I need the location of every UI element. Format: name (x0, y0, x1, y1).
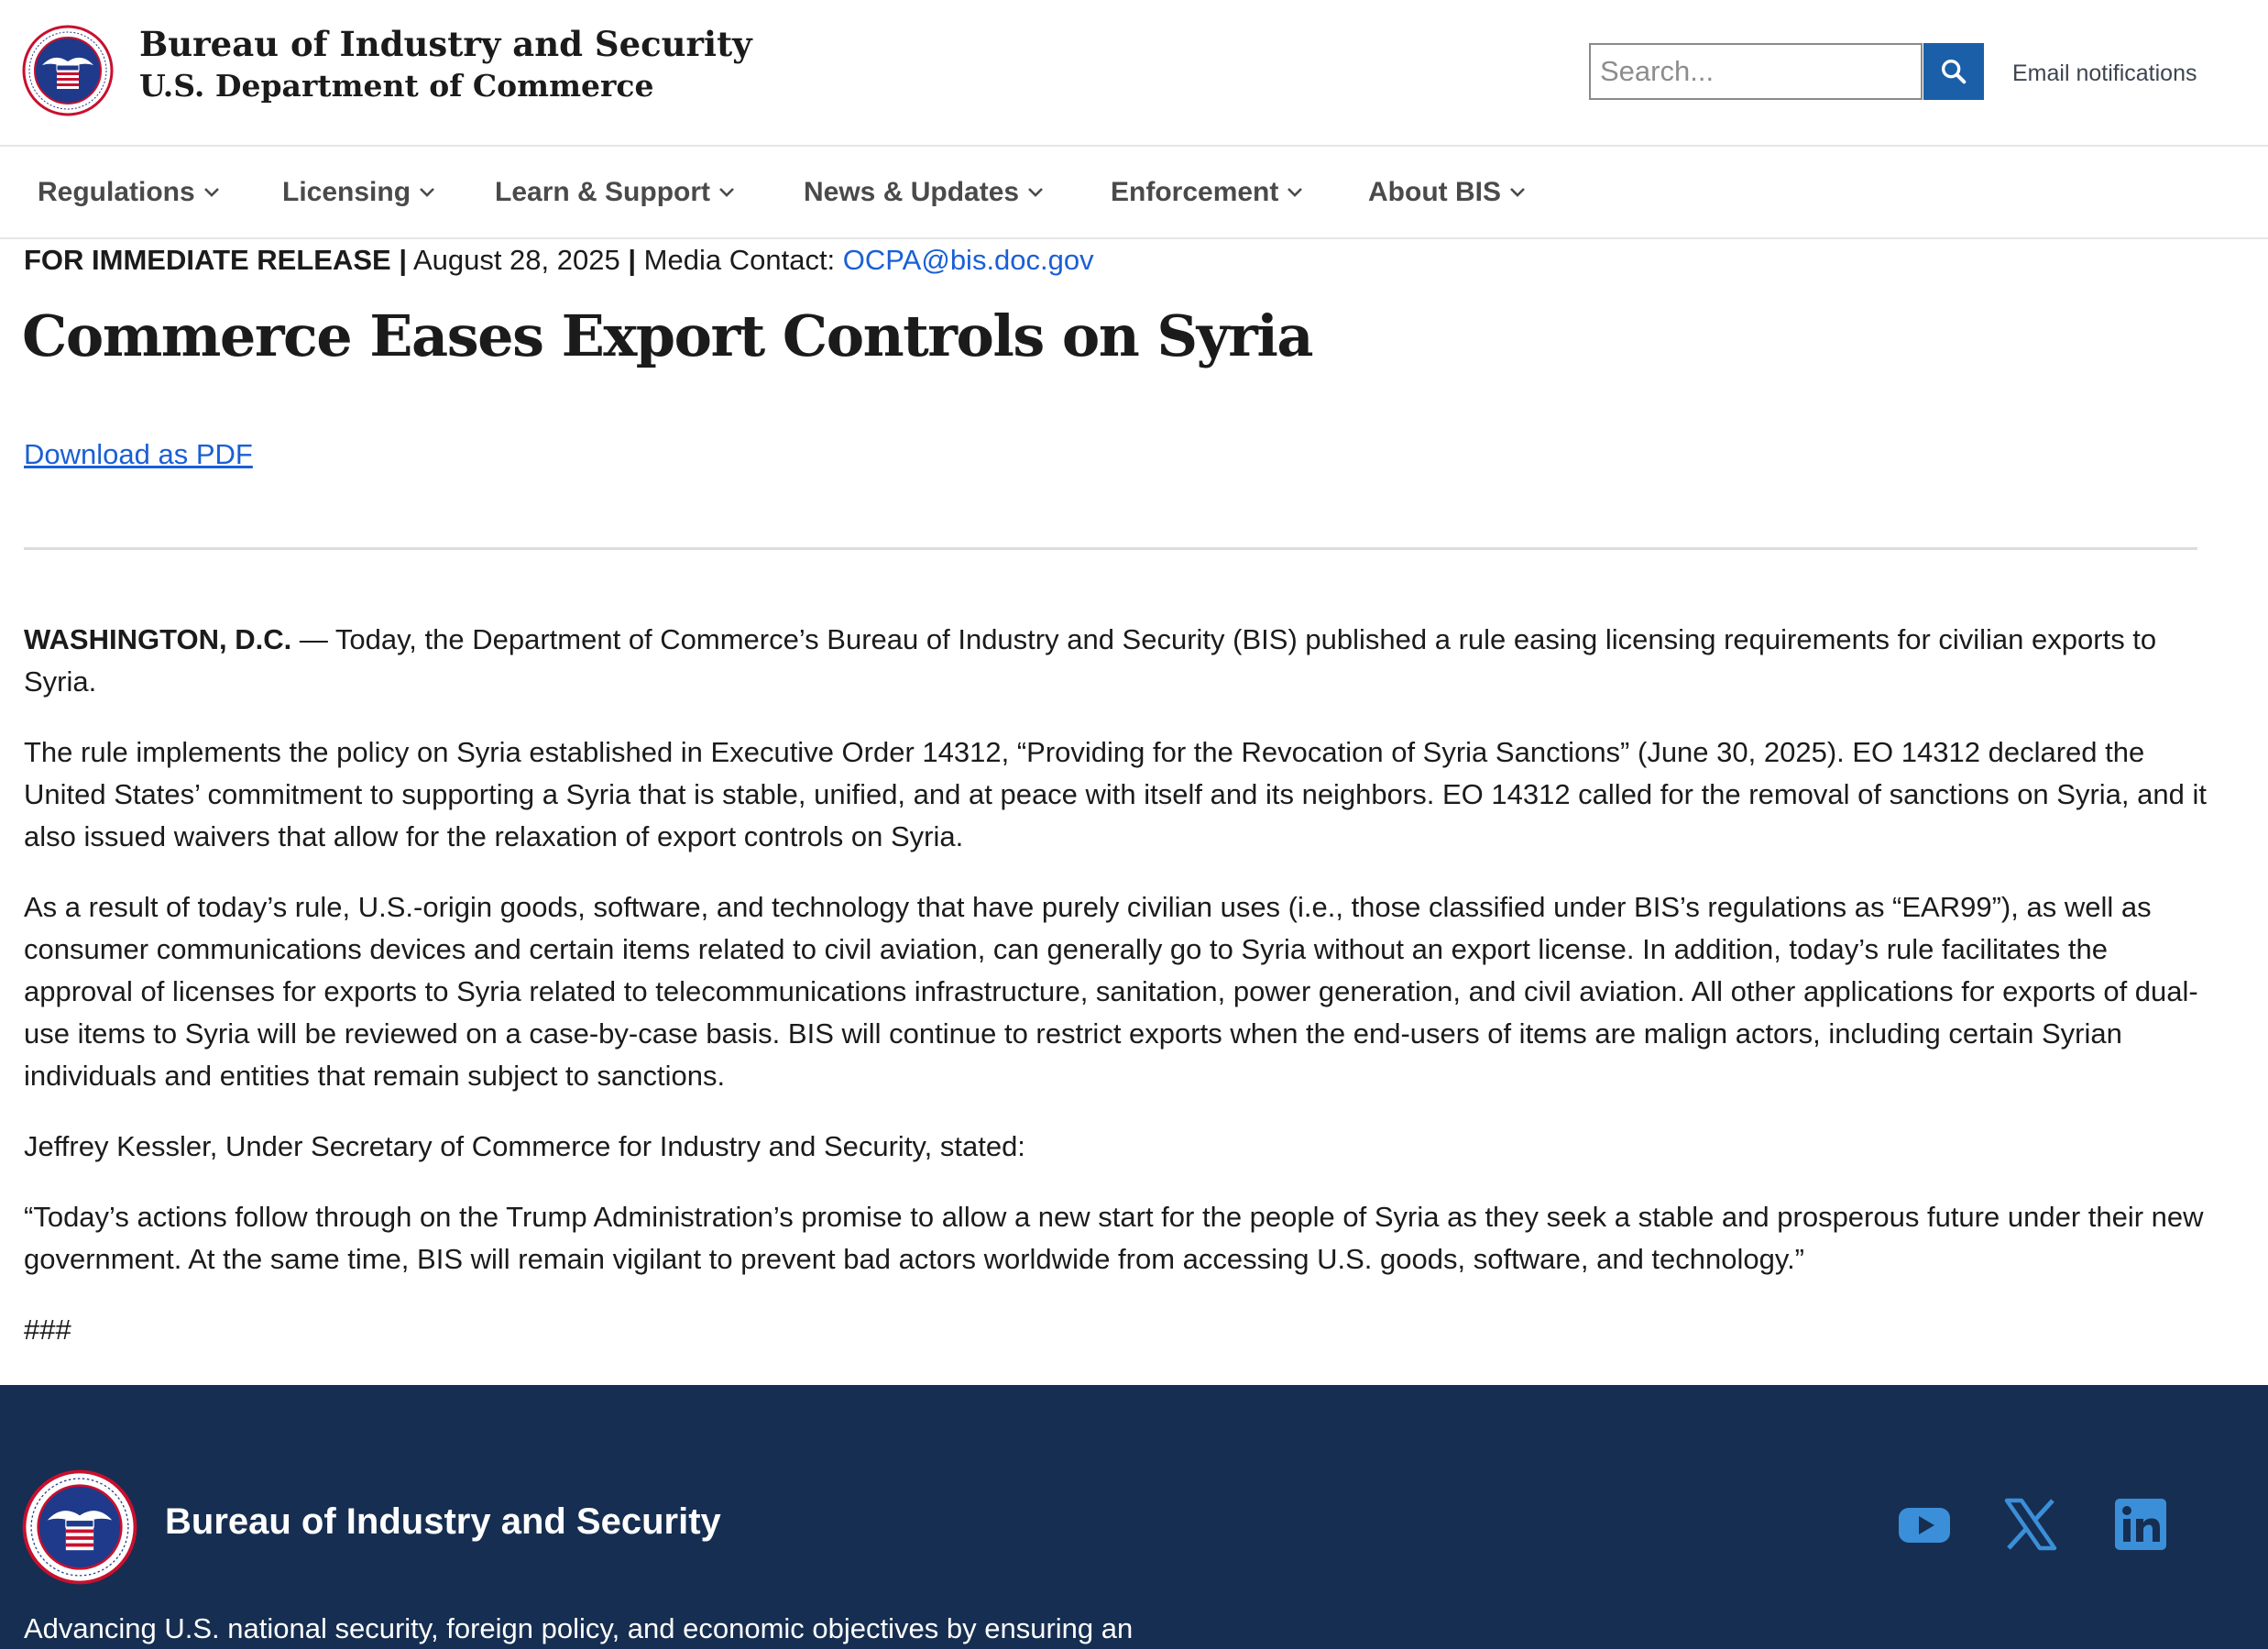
chevron-down-icon (1026, 186, 1045, 199)
linkedin-link[interactable] (2111, 1495, 2170, 1554)
agency-name[interactable]: Bureau of Industry and Security (139, 24, 752, 64)
paragraph: The rule implements the policy on Syria established in Executive Order 14312, “Providing for the Revocation of Syria Sanctions” (June 30, 2025). EO 14312 declared the United States’ commitment to supporting a Syria that is stable, unified, and at peace with itself and its neighbors. EO 14312 called for the removal of sanctions on Syria, and it also issued waivers that allow for the relaxation of export controls on Syria. (24, 736, 2207, 852)
dateline: WASHINGTON, D.C. (24, 623, 292, 655)
site-header (0, 0, 2268, 147)
search-button[interactable] (1923, 43, 1984, 100)
release-label: FOR IMMEDIATE RELEASE (24, 244, 391, 276)
department-name: U.S. Department of Commerce (139, 68, 654, 104)
search-input[interactable] (1589, 43, 1923, 100)
bis-seal-logo[interactable] (22, 25, 114, 116)
site-footer (0, 1385, 2268, 1649)
media-contact-email-link[interactable]: OCPA@bis.doc.gov (842, 244, 1094, 276)
download-pdf-link[interactable]: Download as PDF (24, 438, 253, 470)
nav-label: Enforcement (1111, 177, 1279, 207)
nav-news-updates[interactable] (804, 174, 1045, 211)
seal-graphic (22, 1469, 137, 1585)
nav-licensing[interactable] (282, 174, 436, 211)
x-icon (2001, 1495, 2060, 1554)
email-notifications-link[interactable]: Email notifications (2012, 60, 2197, 86)
separator: | (628, 244, 637, 276)
youtube-link[interactable] (1895, 1495, 1954, 1554)
linkedin-icon (2111, 1495, 2170, 1554)
nav-learn-support[interactable] (495, 174, 736, 211)
page-title: Commerce Eases Export Controls on Syria (22, 302, 1313, 369)
chevron-down-icon (1286, 186, 1304, 199)
media-contact-label: Media Contact: (643, 244, 836, 276)
bis-seal-logo (22, 1469, 137, 1585)
youtube-icon (1895, 1495, 1954, 1554)
chevron-down-icon (418, 186, 436, 199)
paragraph: As a result of today’s rule, U.S.-origin goods, software, and technology that have purely civilian uses (i.e., those classified under BIS’s regulations as “EAR99”), as well as consumer communications devices and certain items related to civil aviation, can generally go to Syria without an export license. In addition, today’s rule facilitates the approval of licenses for exports to Syria related to telecommunications infrastructure, sanitation, power generation, and civil aviation. All other applications for exports of dual-use items to Syria will be reviewed on a case-by-case basis. BIS will continue to restrict exports when the end-users of items are malign actors, including certain Syrian individuals and entities that remain subject to sanctions. (24, 891, 2198, 1092)
footer-mission: Advancing U.S. national security, foreign policy, and economic objectives by ensuring an (24, 1612, 1134, 1644)
end-mark: ### (24, 1314, 71, 1346)
seal-graphic (22, 25, 114, 116)
nav-regulations[interactable] (38, 174, 221, 211)
divider (24, 547, 2197, 550)
nav-label: Regulations (38, 177, 195, 207)
nav-about-bis[interactable] (1368, 174, 1527, 211)
release-line (24, 244, 1094, 277)
x-link[interactable] (2001, 1495, 2060, 1554)
search-icon (1938, 56, 1969, 87)
chevron-down-icon (1508, 186, 1527, 199)
nav-label: Licensing (282, 177, 411, 207)
paragraph-text: — Today, the Department of Commerce’s Bureau of Industry and Security (BIS) published a rule easing licensing requirements for civilian exports to Syria. (24, 623, 2157, 698)
chevron-down-icon (718, 186, 736, 199)
chevron-down-icon (203, 186, 221, 199)
nav-enforcement[interactable] (1111, 174, 1304, 211)
footer-brand: Bureau of Industry and Security (165, 1501, 721, 1542)
nav-label: About BIS (1368, 177, 1501, 207)
nav-label: News & Updates (804, 177, 1020, 207)
quote-paragraph: “Today’s actions follow through on the Trump Administration’s promise to allow a new start for the people of Syria as they seek a stable and prosperous future under their new government. At the same time, BIS will remain vigilant to prevent bad actors worldwide from accessing U.S. goods, software, and technology.” (24, 1201, 2204, 1275)
release-date: August 28, 2025 (412, 244, 620, 276)
main-navigation (0, 146, 2268, 239)
article-body (24, 619, 2214, 1380)
nav-label: Learn & Support (495, 177, 711, 207)
paragraph-dateline (24, 619, 2214, 703)
paragraph: Jeffrey Kessler, Under Secretary of Commerce for Industry and Security, stated: (24, 1130, 1025, 1162)
separator: | (399, 244, 408, 276)
